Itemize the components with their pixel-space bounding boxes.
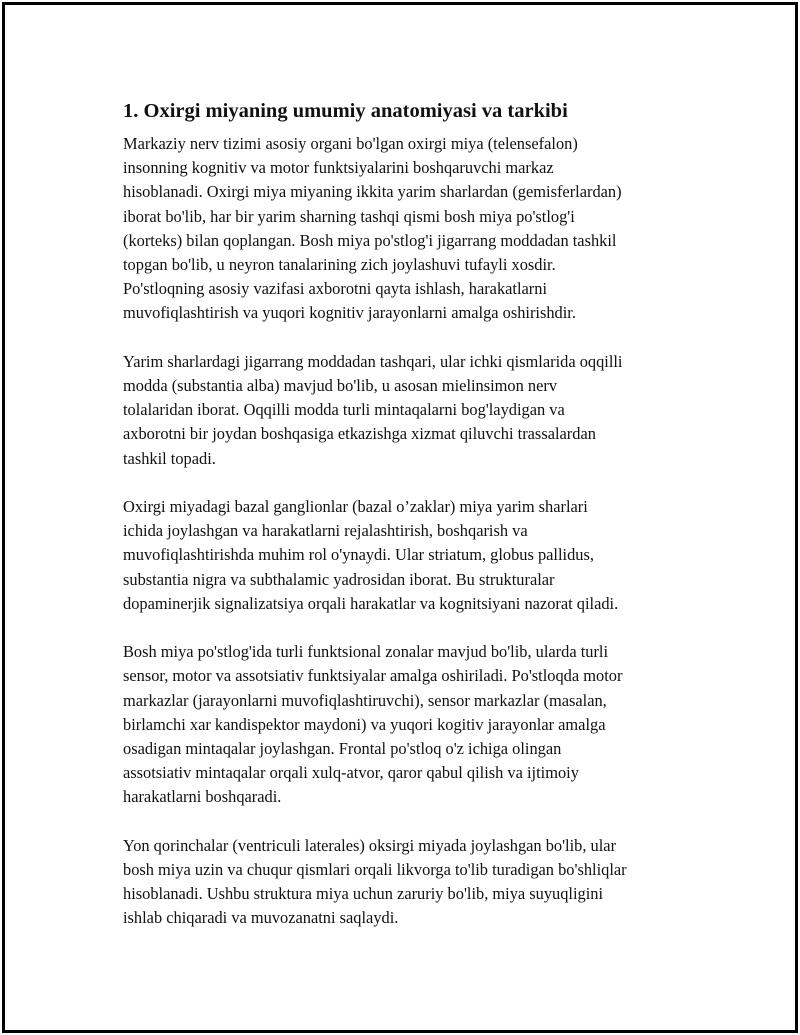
paragraph-line: hisoblanadi. Ushbu struktura miya uchun zaruriy bo'lib, miya suyuqligini: [123, 884, 604, 904]
paragraph-line: sensor, motor va assotsiativ funktsiyalar amalga oshiriladi. Po'stloqda motor: [123, 666, 623, 686]
paragraph-line: harakatlarni boshqaradi.: [123, 787, 282, 807]
paragraph-line: tashkil topadi.: [123, 448, 216, 468]
paragraph-line: (korteks) bilan qoplangan. Bosh miya po'stlog'i jigarrang moddadan tashkil: [123, 230, 617, 250]
paragraph-line: birlamchi xar kandispektor maydoni) va yuqori kogitiv jarayonlar amalga: [123, 714, 606, 734]
paragraph-list: [123, 132, 695, 931]
paragraph-line: Oxirgi miyadagi bazal ganglionlar (bazal o’zaklar) miya yarim sharlari: [123, 497, 588, 517]
paragraph-line: iborat bo'lib, har bir yarim sharning tashqi qismi bosh miya po'stlog'i: [123, 206, 575, 226]
paragraph-line: axborotni bir joydan boshqasiga etkazishga xizmat qiluvchi trassalardan: [123, 424, 596, 444]
paragraph-line: modda (substantia alba) mavjud bo'lib, u asosan mielinsimon nerv: [123, 376, 558, 396]
paragraph-line: assotsiativ mintaqalar orqali xulq-atvor, qaror qabul qilish va ijtimoiy: [123, 763, 579, 783]
paragraph: [123, 350, 695, 471]
paragraph: [123, 640, 695, 809]
paragraph-line: dopaminerjik signalizatsiya orqali harakatlar va kognitsiyani nazorat qiladi.: [123, 593, 619, 613]
paragraph-line: muvofiqlashtirishda muhim rol o'ynaydi. Ular striatum, globus pallidus,: [123, 545, 594, 565]
paragraph-line: bosh miya uzin va chuqur qismlari orqali likvorga to'lib turadigan bo'shliqlar: [123, 860, 627, 880]
paragraph-line: tolalaridan iborat. Oqqilli modda turli mintaqalarni bog'laydigan va: [123, 400, 565, 420]
paragraph-line: Po'stloqning asosiy vazifasi axborotni qayta ishlash, harakatlarni: [123, 279, 548, 299]
paragraph: [123, 495, 695, 616]
paragraph-line: muvofiqlashtirish va yuqori kognitiv jarayonlarni amalga oshirishdir.: [123, 303, 576, 323]
document-body: [123, 98, 695, 955]
paragraph-line: ishlab chiqaradi va muvozanatni saqlaydi.: [123, 908, 399, 928]
paragraph-line: osadigan mintaqalar joylashgan. Frontal po'stloq o'z ichiga olingan: [123, 739, 562, 759]
paragraph-line: substantia nigra va subthalamic yadrosidan iborat. Bu strukturalar: [123, 569, 555, 589]
paragraph-line: Yon qorinchalar (ventriculi laterales) oksirgi miyada joylashgan bo'lib, ular: [123, 835, 617, 855]
paragraph-line: insonning kognitiv va motor funktsiyalarini boshqaruvchi markaz: [123, 158, 554, 178]
paragraph: [123, 132, 695, 326]
paragraph-line: ichida joylashgan va harakatlarni rejalashtirish, boshqarish va: [123, 521, 528, 541]
paragraph-line: Yarim sharlardagi jigarrang moddadan tashqari, ular ichki qismlarida oqqilli: [123, 351, 623, 371]
paragraph-line: Markaziy nerv tizimi asosiy organi bo'lgan oxirgi miya (telensefalon): [123, 134, 578, 153]
paragraph-line: Bosh miya po'stlog'ida turli funktsional zonalar mavjud bo'lib, ularda turli: [123, 642, 609, 662]
paragraph-line: topgan bo'lib, u neyron tanalarining zich joylashuvi tufayli xosdir.: [123, 255, 556, 275]
paragraph-line: markazlar (jarayonlarni muvofiqlashtiruvchi), sensor markazlar (masalan,: [123, 690, 607, 710]
page-frame: [2, 2, 798, 1033]
paragraph: [123, 834, 695, 931]
paragraph-line: hisoblanadi. Oxirgi miya miyaning ikkita yarim sharlardan (gemisferlardan): [123, 182, 622, 202]
section-heading: 1. Oxirgi miyaning umumiy anatomiyasi va tarkibi: [123, 100, 568, 122]
